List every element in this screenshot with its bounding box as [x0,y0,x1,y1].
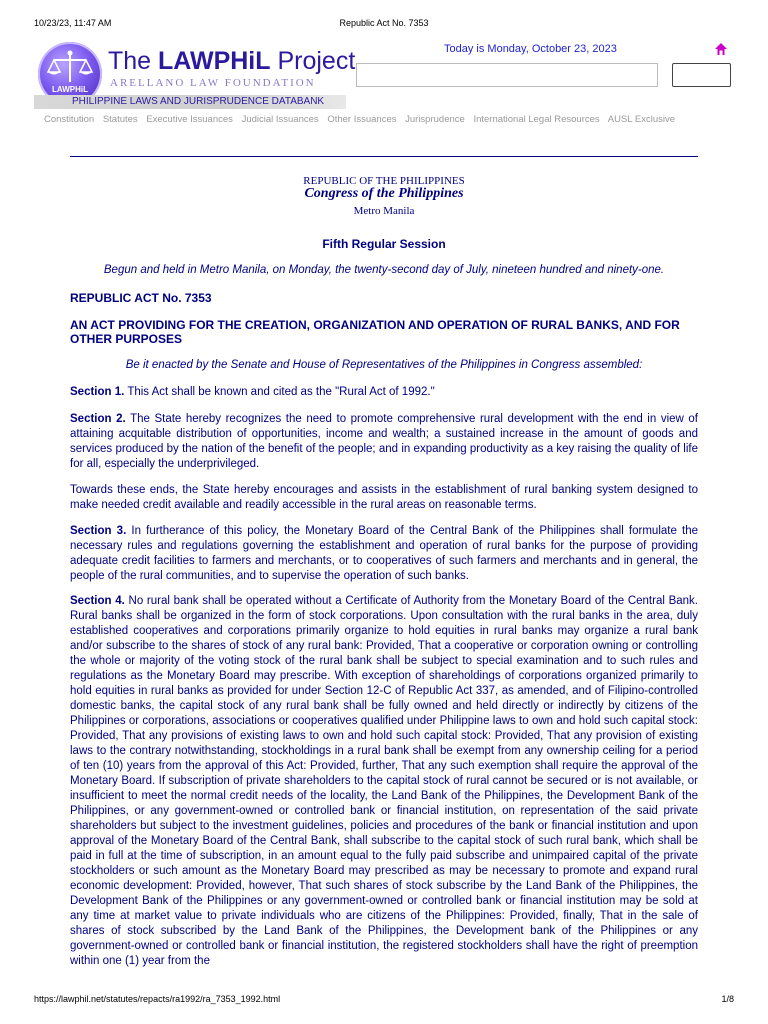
ra-number: REPUBLIC ACT No. 7353 [70,291,212,305]
nav-other-issuances[interactable]: Other Issuances [327,114,397,125]
databank-band [34,95,346,109]
nav-judicial-issuances[interactable]: Judicial Issuances [241,114,319,125]
header-divider [70,156,698,157]
foundation-name: ARELLANO LAW FOUNDATION [110,77,316,89]
nav-statutes[interactable]: Statutes [102,114,138,125]
lawphil-logo[interactable] [38,42,358,112]
nav-international-legal-resources[interactable]: International Legal Resources [473,114,600,125]
section-4 [70,594,698,969]
section-label: Section 1. [70,386,125,398]
section-label: Section 3. [70,525,127,537]
section-text: No rural bank shall be operated without a Certificate of Authority from the Monetary Board of the Central Bank. Rural banks shall be organized in the form of stock corporations. Upon consultation with the rural banks in the area, duly established cooperatives and corporations primarily organize to hold equities in rural banks may organize a rural bank and/or subscribe to the shares of stock of any rural bank: Provided, That a cooperative or corporation owning or controlling the whole or majority of the voting stock of the rural bank shall be subject to special examination and to such rules and regulations as the Monetary Board may prescribe. With exception of shareholdings of corporations organized primarily to hold equities in rural banks as provided for under Section 12-C of Republic Act 337, as amended, and of Filipino-controlled domestic banks, the capital stock of any rural bank shall be fully owned and held directly or indirectly by citizens of the Philippines or corporations, associations or cooperatives qualified under Philippine laws to own and hold such capital stock: Provided, That any provisions of existing laws to own and hold such capital stock: Provided, That any provision of existing laws to the contrary notwithstanding, stockholdings in a rural bank shall be exempt from any ownership ceiling for a period of ten (10) years from the approval of this Act: Provided, further, That any such exemption shall require the approval of the Monetary Board. If subscription of private shareholders to the capital stock of rural cannot be secured or is not available, or insufficient to meet the normal credit needs of the locality, the Land Bank of the Philippines, the Development Bank of the Philippines, or any government-owned or controlled bank or financial institution, on representation of the said private shareholders but subject to the investment guidelines, policies and procedures of the bank or financial institution and upon approval of the Monetary Board of the Central Bank, shall subscribe to the capital stock of such rural bank, which shall be paid in full at the time of subscription, in an amount equal to the fully paid subscribe and unimpaired capital of the private stockholders or such amount as the Monetary Board may prescribed as may be necessary to promote and expand rural economic development: Provided, however, That such shares of stock subscribe by the Land Bank of the Philippines, the Development Bank of the Philippines or any government-owned or controlled bank or financial institution may be sold at any time at market value to private individuals who are citizens of the Philippines: Provided, finally, That in the sale of shares of stock subscribed by the Land Bank of the Philippines, the Development bank of the Philippines or any government-owned or controlled bank or financial institution, the registered stockholders shall have the right of preemption within one (1) year from the [70,595,698,967]
search-input[interactable] [356,63,658,87]
today-date: Today is Monday, October 23, 2023 [444,43,617,55]
begun-statement: Begun and held in Metro Manila, on Monday, the twenty-second day of July, nineteen hundred and ninety-one. [103,264,665,276]
section-text: The State hereby recognizes the need to promote comprehensive rural development with the end in view of attaining acquitable distribution of opportunities, income and wealth; a sustained increase in the amount of goods and services produced by the nation of the benefit of the people; and in expanding productivity as a key raising the quality of life for all, especially the underprivileged. [70,413,698,470]
nav-constitution[interactable]: Constitution [44,114,95,125]
seal-label: LAWPHiL [52,85,88,94]
page-number: 1/8 [721,994,734,1004]
print-footer [0,994,768,1006]
page-url[interactable]: https://lawphil.net/statutes/repacts/ra1992/ra_7353_1992.html [34,994,281,1004]
search-button[interactable] [672,63,731,87]
nav-jurisprudence[interactable]: Jurisprudence [405,114,465,125]
nav-ausl-exclusive[interactable]: AUSL Exclusive [607,114,676,125]
metro-manila-heading: Metro Manila [353,205,415,217]
section-text: Towards these ends, the State hereby encourages and assists in the establishment of rural banking system designed to make needed credit available and readily accessible in the rural areas on reasonable terms. [70,484,698,511]
section-label: Section 2. [70,413,126,425]
home-icon[interactable] [714,42,728,56]
print-header [0,18,768,30]
enacting-clause: Be it enacted by the Senate and House of Representatives of the Philippines in Congress assembled: [125,359,643,371]
print-datetime: 10/23/23, 11:47 AM [34,18,112,28]
main-nav [44,114,681,125]
republic-heading: REPUBLIC OF THE PHILIPPINES [303,175,465,187]
section-text: In furtherance of this policy, the Monetary Board of the Central Bank of the Philippines shall formulate the necessary rules and regulations governing the establishment and operation of rural banks for the purpose of providing adequate credit facilities to farmers and merchants, or to cooperatives of such farmers and merchants and in general, the people of the rural communities, and to supervise the operation of such banks. [70,525,698,582]
section-2 [70,412,698,472]
session-heading: Fifth Regular Session [322,237,446,251]
section-2-continuation [70,483,698,513]
brand-title: The LAWPHiL Project [108,47,356,75]
section-1 [70,385,698,400]
act-title: AN ACT PROVIDING FOR THE CREATION, ORGANIZATION AND OPERATION OF RURAL BANKS, AND FOR OTHER PURPOSES [70,318,680,346]
section-text: This Act shall be known and cited as the "Rural Act of 1992." [124,386,435,398]
section-label: Section 4. [70,595,125,607]
section-3 [70,524,698,584]
databank-label: PHILIPPINE LAWS AND JURISPRUDENCE DATABANK [72,96,325,107]
nav-executive-issuances[interactable]: Executive Issuances [146,114,233,125]
congress-heading: Congress of the Philippines [304,186,464,201]
print-title: Republic Act No. 7353 [339,18,429,28]
